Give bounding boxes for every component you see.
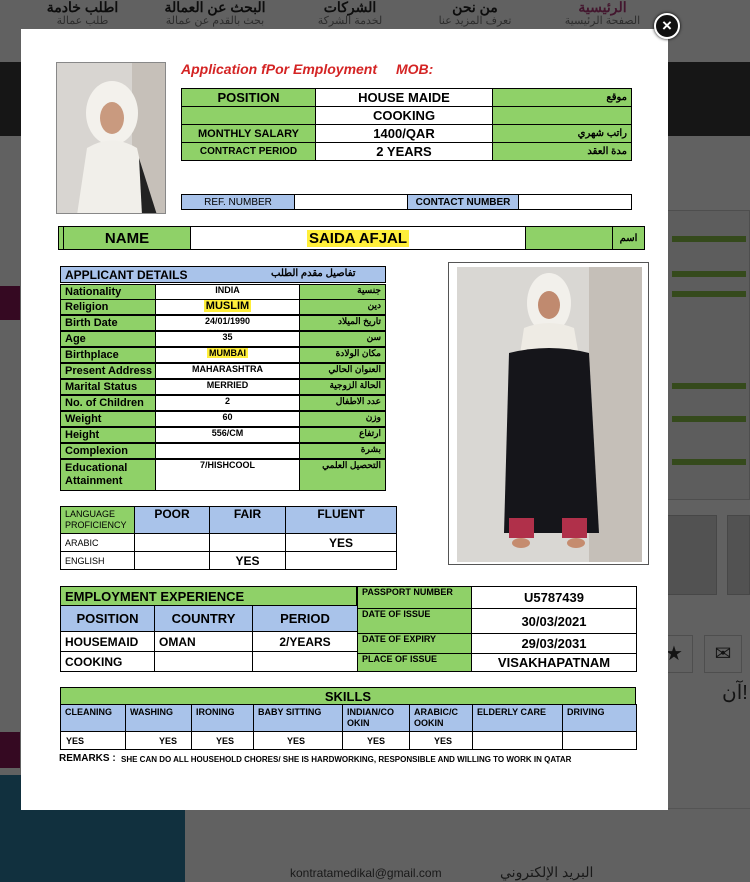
detail-label: Marital Status [60, 379, 156, 395]
skill-name: IRONING [191, 704, 254, 732]
position-label: POSITION [181, 88, 316, 107]
detail-label: Complexion [60, 443, 156, 459]
emp-position: HOUSEMAID [60, 631, 155, 652]
detail-value: 35 [222, 332, 233, 342]
detail-value: 24/01/1990 [204, 316, 251, 326]
detail-value: MAHARASHTRA [192, 364, 263, 374]
name-value-cell [190, 226, 526, 250]
emp-period [252, 651, 358, 672]
detail-arabic: بشرة [299, 443, 386, 459]
detail-value-cell [155, 379, 300, 395]
detail-value-cell [155, 395, 300, 411]
detail-label: Weight [60, 411, 156, 427]
remarks-text: SHE CAN DO ALL HOUSEHOLD CHORES/ SHE IS HARDWORKING, RESPONSIBLE AND WILLING TO WORK IN QATAR [121, 755, 572, 764]
detail-value-cell [155, 427, 300, 443]
detail-value: MERRIED [206, 380, 249, 390]
lang-poor [134, 551, 210, 570]
detail-value: MUSLIM [205, 300, 250, 312]
skill-value: YES [342, 731, 410, 750]
cv-mob-label: MOB: [396, 61, 434, 77]
portrait-image [57, 63, 166, 214]
passport-label: PASSPORT NUMBER [357, 586, 472, 609]
skill-value: YES [60, 731, 126, 750]
table-cell [492, 106, 632, 125]
detail-label: Birth Date [60, 315, 156, 331]
detail-arabic: مكان الولادة [299, 347, 386, 363]
skill-value: YES [409, 731, 473, 750]
detail-arabic: جنسية [299, 284, 386, 300]
full-photo-image [449, 263, 649, 565]
name-label: NAME [63, 226, 191, 250]
skill-name: DRIVING [562, 704, 637, 732]
skill-value: YES [191, 731, 254, 750]
detail-value: 7/HISHCOOL [199, 460, 255, 470]
skill-name: WASHING [125, 704, 192, 732]
contract-arabic: مدة العقد [492, 142, 632, 161]
detail-label: Religion [60, 299, 156, 315]
lang-name: ENGLISH [60, 551, 135, 570]
detail-label: Present Address [60, 363, 156, 379]
detail-arabic: الحالة الزوجية [299, 379, 386, 395]
detail-value-cell [155, 411, 300, 427]
detail-arabic: تاريخ الميلاد [299, 315, 386, 331]
employment-title: EMPLOYMENT EXPERIENCE [60, 586, 357, 606]
detail-arabic: سن [299, 331, 386, 347]
lang-col-fluent: FLUENT [285, 506, 397, 534]
name-value: SAIDA AFJAL [308, 229, 408, 247]
passport-value: VISAKHAPATNAM [471, 653, 637, 672]
name-arabic: اسم [612, 226, 645, 250]
detail-value-cell [155, 347, 300, 363]
skill-name: INDIAN/CO OKIN [342, 704, 410, 732]
skill-value: YES [253, 731, 343, 750]
detail-arabic: دين [299, 299, 386, 315]
detail-label: Nationality [60, 284, 156, 300]
emp-col-position: POSITION [60, 605, 155, 632]
detail-value-cell [155, 459, 300, 491]
emp-col-period: PERIOD [252, 605, 358, 632]
skill-name: CLEANING [60, 704, 126, 732]
passport-value: 30/03/2021 [471, 608, 637, 634]
contract-value: 2 YEARS [315, 142, 493, 161]
contact-number-value [518, 194, 632, 210]
detail-label: Height [60, 427, 156, 443]
lang-col-poor: POOR [134, 506, 210, 534]
skills-title: SKILLS [60, 687, 636, 705]
detail-value-cell [155, 443, 300, 459]
lang-fluent [285, 551, 397, 570]
close-button[interactable]: × [654, 13, 680, 39]
skill-name: ELDERLY CARE [472, 704, 563, 732]
remarks-label: REMARKS : [59, 753, 116, 764]
detail-label: No. of Children [60, 395, 156, 411]
passport-label: DATE OF ISSUE [357, 608, 472, 634]
table-cell [525, 226, 613, 250]
detail-value-cell [155, 315, 300, 331]
position-value-2: COOKING [315, 106, 493, 125]
emp-period: 2/YEARS [252, 631, 358, 652]
lang-fluent: YES [285, 533, 397, 552]
ref-number-label: REF. NUMBER [181, 194, 295, 210]
passport-label: PLACE OF ISSUE [357, 653, 472, 672]
detail-value-cell [155, 284, 300, 300]
detail-value: 2 [224, 396, 230, 406]
position-value: HOUSE MAIDE [315, 88, 493, 107]
lightbox-modal [21, 29, 668, 810]
detail-value: 60 [222, 412, 233, 422]
contact-number-label: CONTACT NUMBER [407, 194, 519, 210]
details-title-arabic: تفاصيل مقدم الطلب [271, 268, 356, 279]
detail-value: 556/CM [211, 428, 244, 438]
salary-arabic: راتب شهري [492, 124, 632, 143]
table-cell [181, 106, 316, 125]
lang-fair [209, 533, 286, 552]
detail-arabic: العنوان الحالي [299, 363, 386, 379]
skill-value: YES [125, 731, 192, 750]
lang-col-fair: FAIR [209, 506, 286, 534]
detail-label: Age [60, 331, 156, 347]
skill-value [472, 731, 563, 750]
detail-value-cell [155, 363, 300, 379]
details-title: APPLICANT DETAILS [60, 266, 386, 283]
applicant-full-photo [448, 262, 649, 565]
lang-poor [134, 533, 210, 552]
skill-value [562, 731, 637, 750]
detail-arabic: عدد الاطفال [299, 395, 386, 411]
detail-value: INDIA [215, 285, 240, 295]
passport-value: 29/03/2031 [471, 633, 637, 654]
skill-name: BABY SITTING [253, 704, 343, 732]
language-title: LANGUAGE PROFICIENCY [60, 506, 135, 534]
salary-label: MONTHLY SALARY [181, 124, 316, 143]
salary-value: 1400/QAR [315, 124, 493, 143]
emp-country: OMAN [154, 631, 253, 652]
detail-value-cell [155, 299, 300, 315]
applicant-portrait [56, 62, 166, 214]
detail-label: Birthplace [60, 347, 156, 363]
lang-fair: YES [209, 551, 286, 570]
position-arabic: موقع [492, 88, 632, 107]
lang-name: ARABIC [60, 533, 135, 552]
passport-value: U5787439 [471, 586, 637, 609]
ref-number-value [294, 194, 408, 210]
detail-value: MUMBAI [209, 348, 246, 358]
detail-arabic: ارتفاع [299, 427, 386, 443]
skill-name: ARABIC/C OOKIN [409, 704, 473, 732]
emp-col-country: COUNTRY [154, 605, 253, 632]
detail-arabic: وزن [299, 411, 386, 427]
detail-value-cell [155, 331, 300, 347]
cv-title: Application fPor Employment [181, 61, 378, 77]
emp-country [154, 651, 253, 672]
emp-position: COOKING [60, 651, 155, 672]
passport-label: DATE OF EXPIRY [357, 633, 472, 654]
detail-label: Educational Attainment [60, 459, 156, 491]
detail-arabic: التحصيل العلمي [299, 459, 386, 491]
contract-label: CONTRACT PERIOD [181, 142, 316, 161]
